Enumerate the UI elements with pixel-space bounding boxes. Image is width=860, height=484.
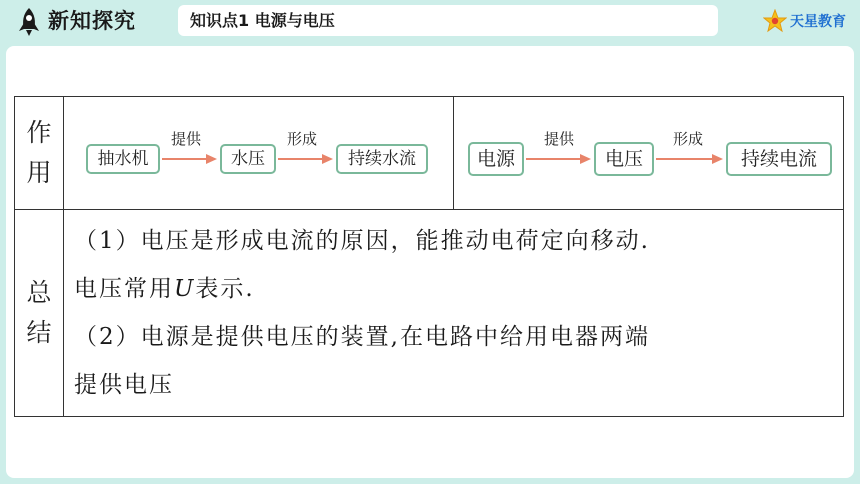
voltage-symbol: U [174, 276, 196, 302]
row-label-summary: 总 结 [15, 210, 64, 417]
electric-flow [454, 97, 844, 210]
row-label-use: 作 用 [15, 97, 64, 210]
summary-line-3: （2）电源是提供电压的装置,在电路中给用电器两端 [74, 324, 650, 350]
summary-line-1: （1）电压是形成电流的原因，能推动电荷定向移动. [74, 228, 650, 254]
brand-name: 天星教育 [790, 14, 846, 30]
section-title: 新知探究 [48, 9, 136, 33]
table-row-use [15, 97, 844, 210]
arrow-right-icon [526, 152, 592, 166]
water-analogy-flow [64, 97, 454, 210]
summary-line-2: 电压常用U表示. [74, 276, 255, 302]
arrow-right-icon [162, 152, 218, 166]
table-row-summary [15, 210, 844, 417]
flow-node-water-flow: 持续水流 [336, 144, 428, 174]
flow-node-water-pressure: 水压 [220, 144, 276, 174]
arrow-right-icon [656, 152, 724, 166]
summary-line-4: 提供电压 [74, 372, 174, 398]
arrow-label-provide: 提供 [543, 130, 574, 148]
arrow-label-form: 形成 [286, 130, 317, 148]
knowledge-table [14, 96, 844, 417]
star-icon [763, 9, 787, 33]
brand-logo [763, 9, 846, 33]
flow-node-pump: 抽水机 [86, 144, 160, 174]
flow-node-current: 持续电流 [726, 142, 832, 176]
flow-node-voltage: 电压 [594, 142, 654, 176]
arrow-label-provide: 提供 [170, 130, 201, 148]
arrow-label-form: 形成 [672, 130, 703, 148]
summary-text [64, 210, 844, 417]
flow-node-power-source: 电源 [468, 142, 524, 176]
topic-title: 知识点1 电源与电压 [178, 5, 718, 36]
top-bar [0, 0, 860, 44]
arrow-right-icon [278, 152, 334, 166]
rocket-icon [16, 7, 42, 37]
